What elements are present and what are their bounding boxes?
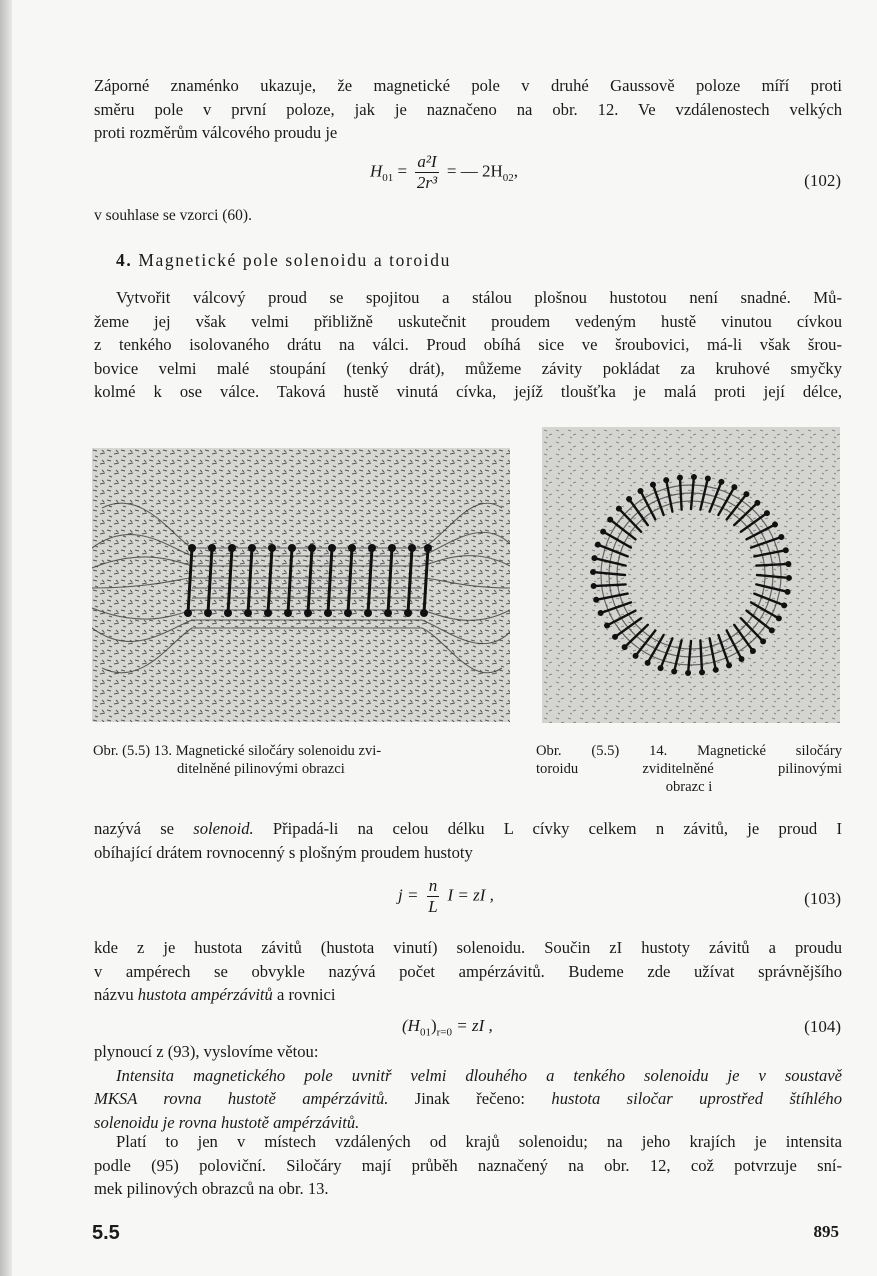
text-line: nazývá se solenoid. Připadá-li na celou délku L cívky celkem n závitů, je proud I: [94, 819, 842, 838]
toroid-winding-end: [705, 475, 711, 481]
toroid-winding-end: [645, 660, 651, 666]
text-line: žeme jej však velmi přibližně uskutečnit proudem vedeným hustě vinutou cívkou: [94, 311, 842, 331]
toroid-winding-end: [590, 569, 596, 575]
toroid-winding-end: [633, 653, 639, 659]
toroid-winding-end: [593, 597, 599, 603]
text-line: v souhlase se vzorci (60).: [94, 207, 252, 224]
toroid-winding-end: [713, 667, 719, 673]
toroid-winding: [756, 564, 788, 566]
toroid-winding-end: [738, 656, 744, 662]
solenoid-field-photo: [92, 448, 510, 722]
text-line: solenoidu je rovna hustotě ampérzávitů.: [94, 1112, 360, 1132]
toroid-winding-end: [622, 644, 628, 650]
paragraph: [94, 286, 842, 404]
toroid-winding-end: [591, 583, 597, 589]
toroid-winding-end: [786, 575, 792, 581]
text-line: bovice velmi malé stoupání (tenký drát), můžeme závity pokládat za kruhové smyčky: [94, 358, 842, 378]
toroid-winding-end: [612, 634, 618, 640]
toroid-winding-end: [638, 488, 644, 494]
toroid-winding-end: [750, 648, 756, 654]
text-line: mek pilinových obrazců na obr. 13.: [94, 1179, 329, 1198]
text-line: Záporné znaménko ukazuje, že magnetické pole v druhé Gaussově poloze míří proti: [94, 76, 842, 95]
toroid-winding-end: [691, 474, 697, 480]
fraction: $\frac{\text{a²I}}{\text{2r³}}$: [416, 152, 438, 192]
toroid-winding-end: [607, 517, 613, 523]
toroid-winding-end: [600, 529, 606, 535]
toroid-winding-end: [785, 589, 791, 595]
text-line: podle (95) poloviční. Siločáry mají průběh naznačený na obr. 12, což potvrzuje sní-: [94, 1155, 842, 1175]
text-line: proti rozměrům válcového proudu je: [94, 123, 338, 142]
section-number-footer: 5.5: [92, 1222, 120, 1244]
page-number: 895: [813, 1222, 839, 1241]
equation-104: $(H_{01})_{r=0}$ = zI ,: [402, 1016, 493, 1039]
text-line: Vytvořit válcový proud se spojitou a stálou plošnou hustotou není snadné. Mů-: [116, 288, 842, 307]
solenoid-illustration: [92, 448, 510, 722]
toroid-winding-end: [718, 479, 724, 485]
equation-number: (102): [804, 171, 841, 190]
paragraph: [94, 1040, 842, 1134]
fraction: $\frac{n}{L}$: [428, 876, 438, 916]
toroid-winding-end: [778, 534, 784, 540]
toroid-winding-end: [650, 482, 656, 488]
toroid-winding-end: [677, 475, 683, 481]
text-line: kde z je hustota závitů (hustota vinutí) solenoidu. Součin zI hustoty závitů a proudu: [94, 938, 842, 957]
toroid-winding-end: [598, 610, 604, 616]
paragraph: [94, 817, 842, 864]
equation-102: $H_{01}$ = $\frac{\text{a²I}}{\text{2r³}}$ = — $2H_{02}$,: [370, 152, 519, 192]
equation-103: j = $\frac{n}{L}$ I = zI ,: [398, 876, 494, 916]
paragraph: [94, 936, 842, 1007]
toroid-winding-end: [726, 662, 732, 668]
text-line: směru pole v první poloze, jak je naznačeno na obr. 12. Ve vzdálenostech velkých: [94, 99, 842, 119]
text-line: kolmé k ose válce. Taková hustě vinutá cívka, jejíž tloušťka je malá proti její délce,: [94, 382, 842, 401]
section-heading: 4. Magnetické pole solenoidu a toroidu: [116, 250, 451, 270]
toroid-winding-end: [685, 670, 691, 676]
toroid-winding-end: [754, 500, 760, 506]
toroid-winding-end: [591, 555, 597, 561]
toroid-winding-end: [764, 510, 770, 516]
toroid-winding: [680, 478, 682, 510]
intro-paragraph: [94, 74, 842, 145]
text-line: Platí to jen v místech vzdálených od krajů solenoidu; na jeho krajích je intensita: [116, 1132, 842, 1151]
figure-14-caption: Obr. (5.5) 14. Magnetické siločáry toroidu zviditelněné pilinovými obrazc i: [536, 743, 842, 795]
page-edge-shadow: [0, 0, 12, 1276]
toroid-winding-end: [616, 506, 622, 512]
toroid-winding-end: [776, 615, 782, 621]
text-line: Intensita magnetického pole uvnitř velmi dlouhého a tenkého solenoidu je v soustavě: [116, 1065, 842, 1085]
toroid-illustration: [542, 427, 840, 723]
toroid-winding-end: [781, 602, 787, 608]
toroid-winding-end: [731, 484, 737, 490]
toroid-winding-end: [626, 496, 632, 502]
toroid-winding-end: [783, 547, 789, 553]
text-line: obíhající drátem rovnocenný s plošným proudem hustoty: [94, 842, 473, 862]
text-line: v ampérech se obvykle nazývá počet ampérzávitů. Budeme zde užívat správnějšího: [94, 961, 842, 981]
toroid-winding-end: [785, 561, 791, 567]
toroid-winding-end: [769, 627, 775, 633]
equation-number: (103): [804, 889, 841, 908]
toroid-winding-end: [772, 522, 778, 528]
equation-number: (104): [804, 1017, 841, 1036]
text-line: MKSA rovna hustotě ampérzávitů. Jinak řečeno: hustota siločar uprostřed štíhlého: [94, 1089, 842, 1108]
paragraph: [94, 1130, 842, 1201]
toroid-winding: [594, 584, 626, 586]
text-line: plynoucí z (93), vyslovíme větou:: [94, 1042, 319, 1061]
figure-13-caption: Obr. (5.5) 13. Magnetické siločáry solenoidu zvi- ditelněné pilinovými obrazci: [93, 743, 382, 777]
text-line: z tenkého isolovaného drátu na válci. Proud obíhá sice ve šroubovici, má-li však šrou-: [94, 335, 842, 354]
toroid-winding-end: [663, 477, 669, 483]
toroid-winding-end: [743, 491, 749, 497]
text-line: názvu hustota ampérzávitů a rovnici: [94, 985, 336, 1004]
toroid-winding-end: [699, 669, 705, 675]
toroid-winding-end: [604, 622, 610, 628]
toroid-field-photo: [542, 427, 840, 723]
toroid-winding-end: [658, 665, 664, 671]
toroid-winding: [700, 640, 702, 672]
term-solenoid: solenoid.: [193, 819, 254, 838]
term-hustota-amperzavitu: hustota ampérzávitů: [137, 985, 273, 1004]
toroid-winding-end: [671, 669, 677, 675]
toroid-winding-end: [595, 542, 601, 548]
toroid-winding-end: [760, 638, 766, 644]
